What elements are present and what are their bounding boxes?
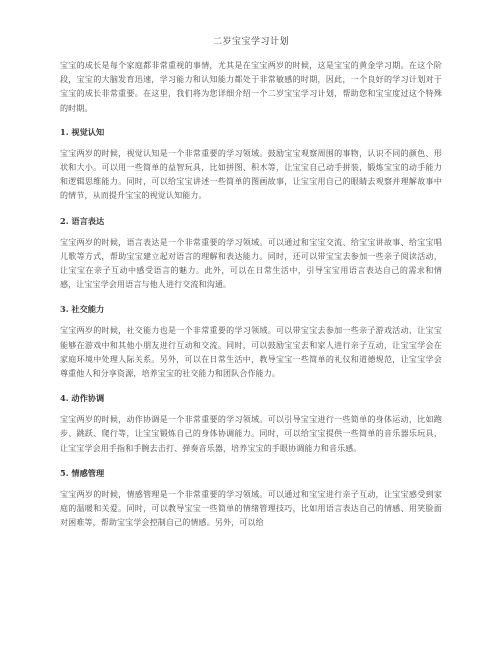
- section-heading-visual: 1. 视觉认知: [60, 126, 105, 137]
- section-heading-emotion: 5. 情感管理: [60, 467, 105, 478]
- section-body-motor: 宝宝两岁的时候，动作协调是一个非常重要的学习领域。可以引导宝宝进行一些简单的身体运动，比如跑步、跳跃、爬行等，让宝宝锻炼自己的身体协调能力。同时，可以给宝宝提供一些简单的音乐器乐玩具，让宝宝学会用手指和手腕去击打、弹奏音乐器，培养宝宝的手眼协调能力和音乐感。: [60, 415, 442, 453]
- intro-paragraph: 宝宝的成长是每个家庭都非常重视的事情，尤其是在宝宝两岁的时候，这是宝宝的黄金学习期。在这个阶段，宝宝的大脑发育迅速，学习能力和认知能力都处于非常敏感的时期，因此，一个良好的学习计划对于宝宝的成长非常重要。在这里，我们将为您详细介绍一个二岁宝宝学习计划，帮助您和宝宝度过这个特殊的时期。: [60, 61, 442, 113]
- section-body-social: 宝宝两岁的时候，社交能力也是一个非常重要的学习领域。可以带宝宝去参加一些亲子游戏活动，让宝宝能够在游戏中和其他小朋友进行互动和交流。同时，可以鼓励宝宝去和家人进行亲子互动，让宝宝学会在家庭环境中处理人际关系。另外，可以在日常生活中，教导宝宝一些简单的礼仪和道德规范，让宝宝学会尊重他人和分享资源，培养宝宝的社交能力和团队合作能力。: [60, 326, 442, 379]
- section-body-emotion: 宝宝两岁的时候，情感管理是一个非常重要的学习领域。可以通过和宝宝进行亲子互动，让宝宝感受到家庭的温暖和关爱。同时，可以教导宝宝一些简单的情绪管理技巧，比如用语言表达自己的情感、用笑脸面对困难等，帮助宝宝学会控制自己的情感。另外，可以给: [60, 489, 442, 528]
- section-heading-language: 2. 语言表达: [60, 215, 105, 226]
- section-heading-social: 3. 社交能力: [60, 304, 105, 315]
- section-heading-motor: 4. 动作协调: [60, 393, 105, 404]
- section-body-language: 宝宝两岁的时候，语言表达是一个非常重要的学习领域。可以通过和宝宝交流、给宝宝讲故事、给宝宝唱儿歌等方式，帮助宝宝建立起对语言的理解和表达能力。同时，还可以带宝宝去参加一些亲子阅读活动，让宝宝在亲子互动中感受语言的魅力。此外，可以在日常生活中，引导宝宝用语言表达自己的需求和情感，让宝宝学会用语言与他人进行交流和沟通。: [60, 237, 442, 290]
- document-title: 二岁宝宝学习计划: [212, 37, 289, 47]
- section-body-visual: 宝宝两岁的时候，视觉认知是一个非常重要的学习领域。鼓励宝宝观察周围的事物，认识不同的颜色、形状和大小。可以用一些简单的益智玩具，比如拼图、积木等，让宝宝自己动手拼装，锻炼宝宝的动手能力和逻辑思维能力。同时，可以给宝宝讲述一些简单的图画故事，让宝宝用自己的眼睛去观察并理解故事中的情节，从而提升宝宝的视觉认知能力。: [60, 148, 442, 201]
